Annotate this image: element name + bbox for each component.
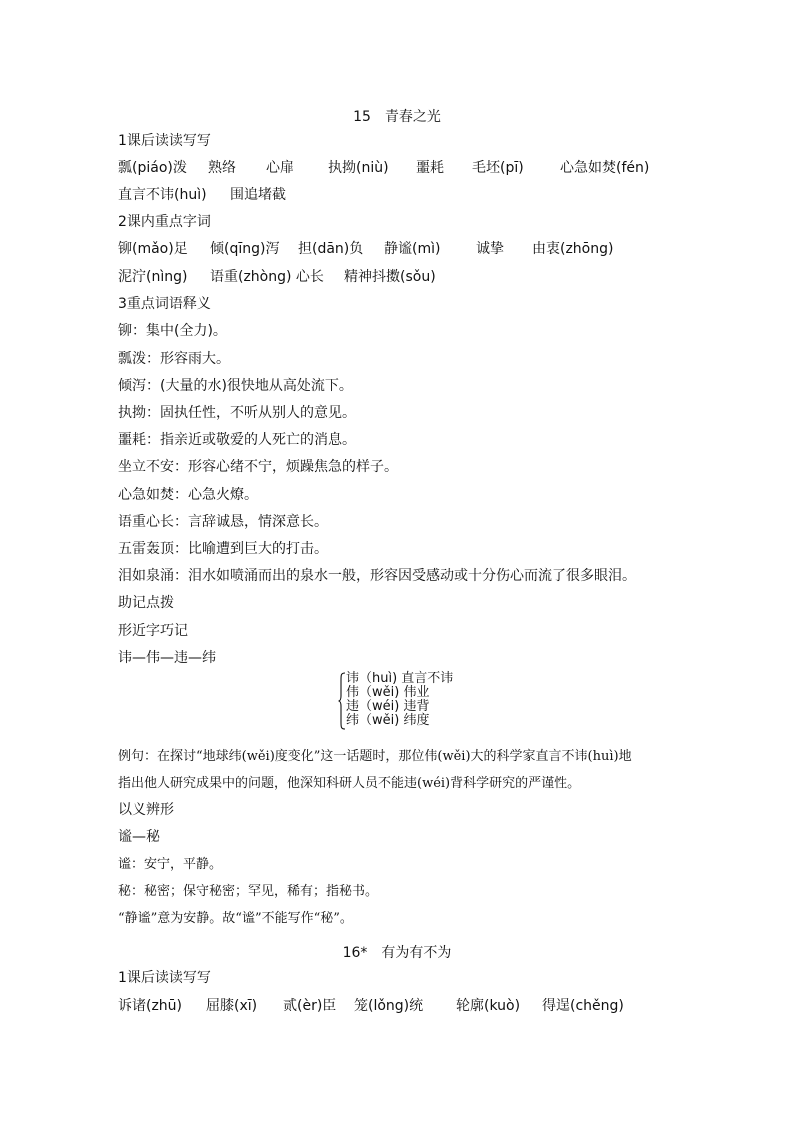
word-item: 轮廓(kuò) (456, 998, 521, 1014)
word-item: 心急如焚(fén) (560, 160, 650, 176)
word-item: 诉诸(zhū) (118, 998, 183, 1014)
word-item: 铆(mǎo)足 (118, 241, 188, 257)
char-pair-note: “静谧”意为安静。故“谧”不能写作“秘”。 (118, 911, 353, 926)
heading-key-words: 2课内重点字词 (118, 214, 211, 230)
word-item: 屈膝(xī) (206, 998, 258, 1014)
word-item: 直言不讳(huì) (118, 187, 207, 203)
char-group-line: 纬（wěi) 纬度 (346, 713, 430, 728)
definition-line: 心急如焚：心急火燎。 (118, 487, 258, 503)
word-item: 瓢(piáo)泼 (118, 160, 187, 176)
word-item: 由衷(zhōng) (532, 241, 614, 257)
word-item: 笼(lǒng)统 (354, 998, 424, 1014)
definition-line: 泪如泉涌：泪水如喷涌而出的泉水一般，形容因受感动或十分伤心而流了很多眼泪。 (118, 568, 636, 584)
heading-read-write-16: 1课后读读写写 (118, 970, 211, 986)
definition-line: 五雷轰顶：比喻遭到巨大的打击。 (118, 541, 328, 557)
word-item: 熟络 (208, 160, 236, 176)
meaning-distinguish-heading: 以义辨形 (118, 802, 174, 818)
word-item: 精神抖擞(sǒu) (344, 269, 436, 285)
word-item: 得逞(chěng) (542, 998, 624, 1014)
example-sentence-line-1: 例句：在探讨“地球纬(wěi)度变化”这一话题时，那位伟(wěi)大的科学家直言不讳(huì)地 (118, 749, 632, 764)
word-item: 语重(zhòng) 心长 (210, 269, 324, 285)
char-pair-line: 秘：秘密；保守秘密；罕见，稀有；指秘书。 (118, 884, 379, 899)
definition-line: 倾泻：(大量的水)很快地从高处流下。 (118, 378, 353, 394)
word-item: 心扉 (266, 160, 294, 176)
word-item: 贰(èr)臣 (283, 998, 337, 1014)
definition-line: 瓢泼：形容雨大。 (118, 351, 230, 367)
memory-tip-heading: 助记点拨 (118, 595, 174, 611)
word-item: 执拗(niù) (328, 160, 389, 176)
char-group-line: 违（wéi) 违背 (346, 699, 430, 714)
char-group-line: 讳（huì) 直言不讳 (346, 671, 454, 686)
word-item: 静谧(mì) (384, 241, 441, 257)
word-item: 围追堵截 (230, 187, 286, 203)
word-item: 泥泞(nìng) (118, 269, 188, 285)
word-item: 倾(qīng)泻 (210, 241, 280, 257)
definition-line: 铆：集中(全力)。 (118, 323, 227, 339)
similar-chars-heading: 形近字巧记 (118, 623, 188, 639)
char-pair-title: 谧—秘 (118, 829, 160, 845)
word-item: 毛坯(pī) (472, 160, 524, 176)
word-item: 担(dān)负 (298, 241, 364, 257)
section-16-title: 16* 有为有不为 (342, 945, 452, 961)
heading-read-write: 1课后读读写写 (118, 133, 211, 149)
char-group-line: 伟（wěi) 伟业 (346, 685, 430, 700)
example-sentence-line-2: 指出他人研究成果中的问题，他深知科研人员不能违(wéi)背科学研究的严谨性。 (118, 776, 581, 791)
definition-line: 坐立不安：形容心绪不宁，烦躁焦急的样子。 (118, 459, 398, 475)
definition-line: 执拗：固执任性，不听从别人的意见。 (118, 405, 356, 421)
char-group-block (338, 672, 478, 732)
heading-definitions: 3重点词语释义 (118, 296, 211, 312)
definition-line: 语重心长：言辞诚恳，情深意长。 (118, 514, 328, 530)
section-15-title: 15 青春之光 (353, 109, 441, 125)
char-group-title: 讳—伟—违—纬 (118, 650, 216, 666)
word-item: 噩耗 (416, 160, 444, 176)
word-item: 诚挚 (476, 241, 504, 257)
left-brace-icon (338, 672, 346, 730)
definition-line: 噩耗：指亲近或敬爱的人死亡的消息。 (118, 432, 356, 448)
char-group-lines (346, 672, 453, 728)
char-pair-line: 谧：安宁，平静。 (118, 857, 223, 872)
